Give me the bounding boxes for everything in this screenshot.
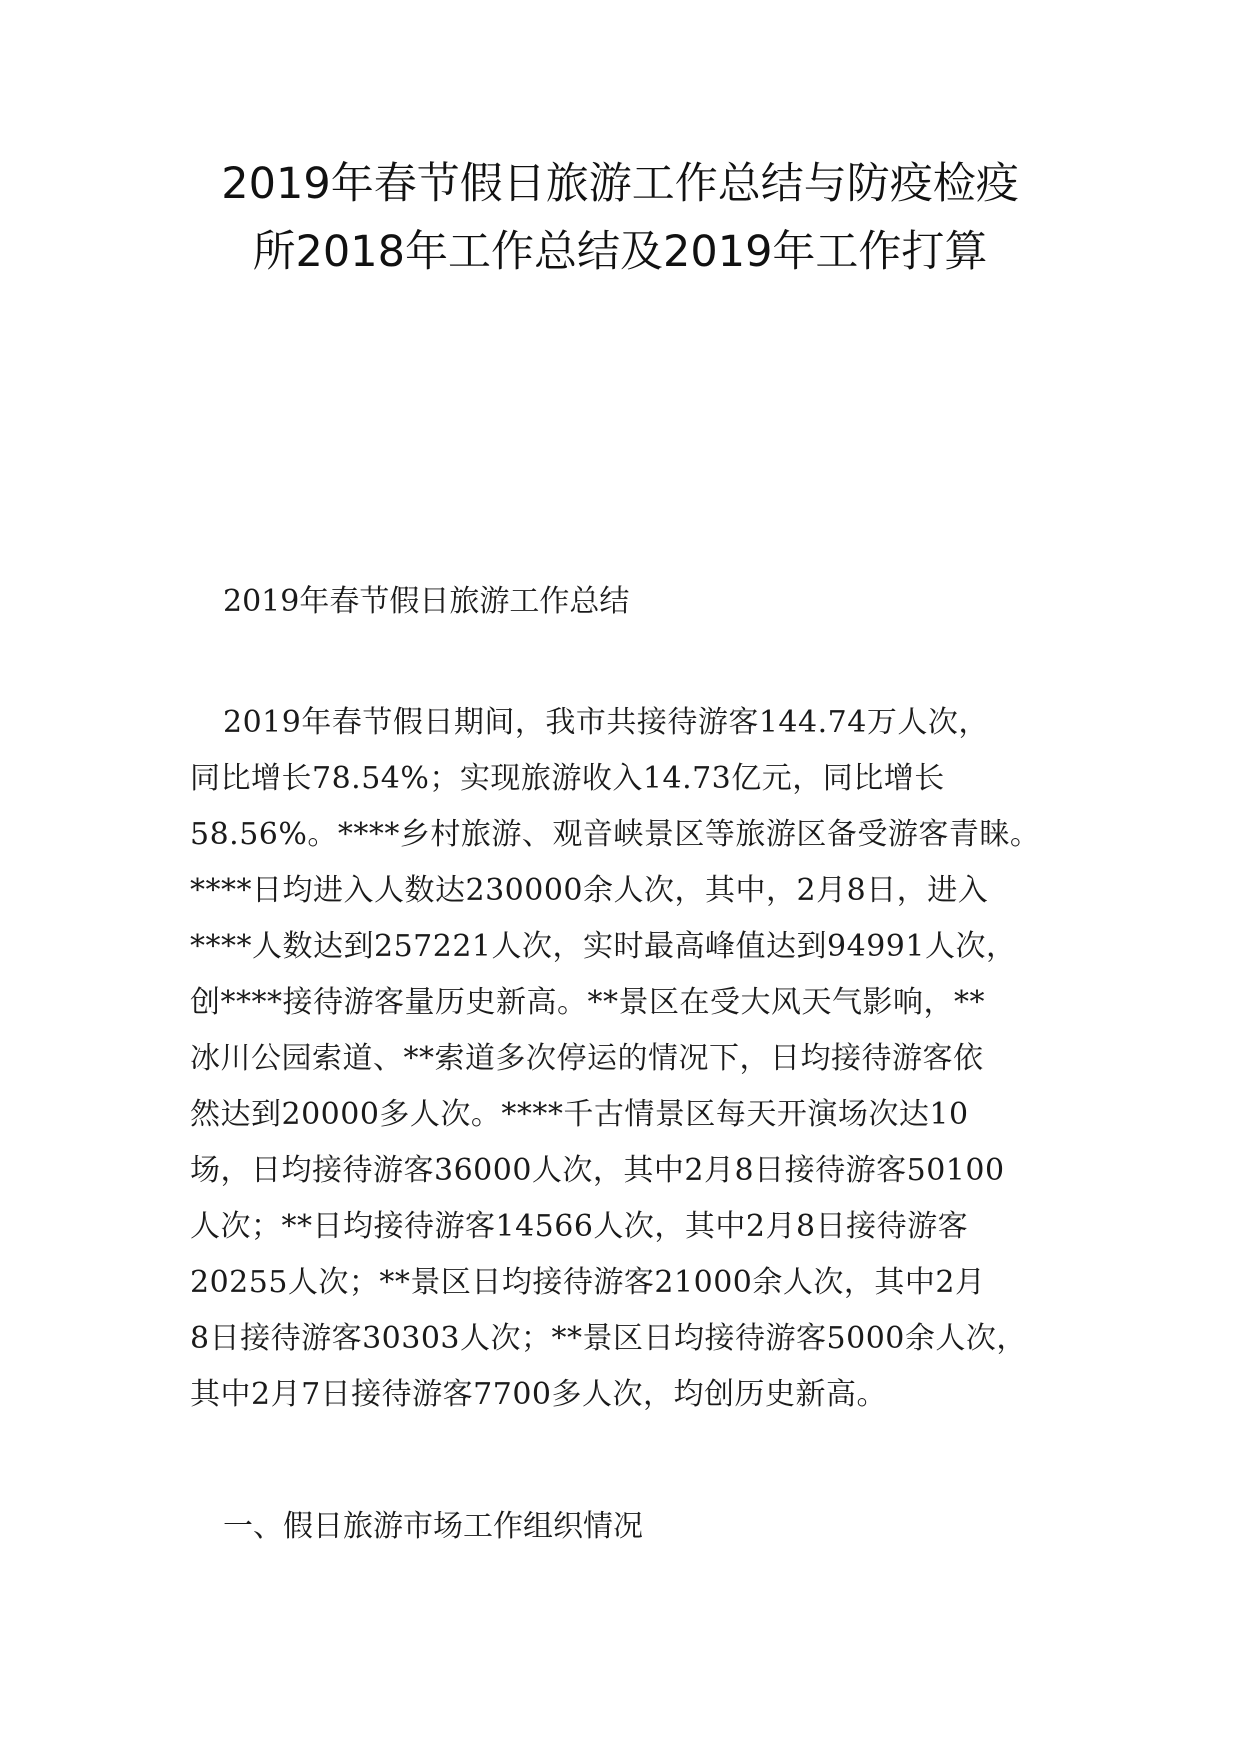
paragraph-line: 创****接待游客量历史新高。**景区在受大风天气影响，**	[190, 985, 985, 1020]
title-line-2: 所2018年工作总结及2019年工作打算	[252, 227, 988, 277]
paragraph-line: 8日接待游客30303人次；**景区日均接待游客5000余人次，	[190, 1321, 1027, 1356]
paragraph-line: ****人数达到257221人次，实时最高峰值达到94991人次，	[190, 929, 1017, 964]
paragraph-line: 然达到20000多人次。****千古情景区每天开演场次达10	[190, 1097, 969, 1132]
paragraph-line: 场，日均接待游客36000人次，其中2月8日接待游客50100	[190, 1153, 1005, 1188]
paragraph-line: 人次；**日均接待游客14566人次，其中2月8日接待游客	[190, 1209, 969, 1244]
document-title	[150, 150, 1090, 286]
paragraph-line: ****日均进入人数达230000余人次，其中，2月8日，进入	[190, 873, 989, 908]
paragraph-line: 冰川公园索道、**索道多次停运的情况下，日均接待游客依	[190, 1041, 984, 1076]
paragraph-line: 20255人次；**景区日均接待游客21000余人次，其中2月	[190, 1265, 986, 1300]
paragraph-line: 2019年春节假日期间，我市共接待游客144.74万人次，	[223, 705, 989, 740]
section-heading: 2019年春节假日旅游工作总结	[223, 584, 630, 619]
body-paragraph	[190, 695, 1070, 1423]
paragraph-line: 同比增长78.54%；实现旅游收入14.73亿元，同比增长	[190, 761, 945, 796]
paragraph-line: 58.56%。****乡村旅游、观音峡景区等旅游区备受游客青睐。	[190, 817, 1041, 852]
paragraph-line: 其中2月7日接待游客7700多人次，均创历史新高。	[190, 1377, 888, 1412]
subheading: 一、假日旅游市场工作组织情况	[223, 1509, 643, 1544]
title-line-1: 2019年春节假日旅游工作总结与防疫检疫	[221, 159, 1019, 209]
